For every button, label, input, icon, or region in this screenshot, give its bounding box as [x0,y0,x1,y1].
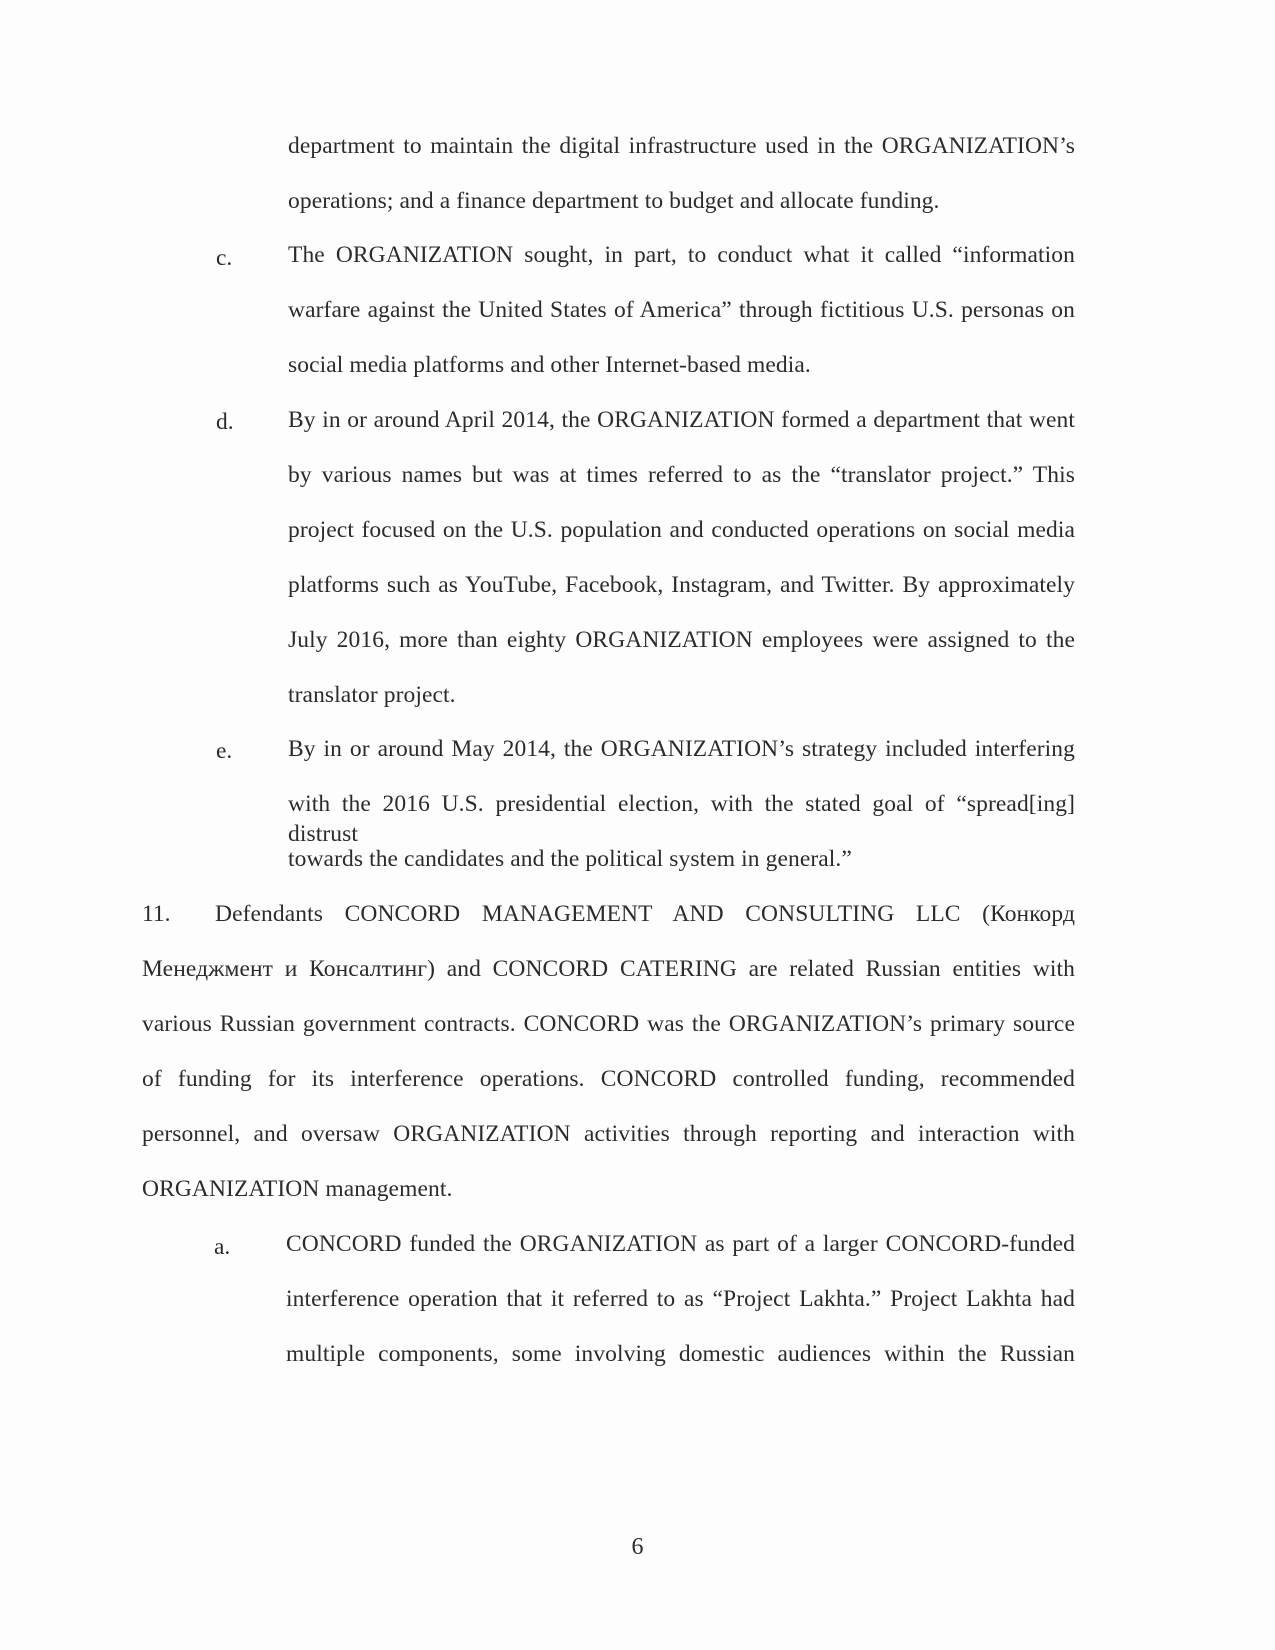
body-line: By in or around April 2014, the ORGANIZATION formed a department that went [288,407,1075,433]
body-line: Менеджмент и Консалтинг) and CONCORD CATERING are related Russian entities with [142,956,1075,982]
body-line: multiple components, some involving domestic audiences within the Russian [286,1341,1075,1367]
body-line: Defendants CONCORD MANAGEMENT AND CONSULTING LLC (Конкорд [215,901,1075,927]
list-marker: c. [216,245,233,271]
body-line: with the 2016 U.S. presidential election, with the stated goal of “spread[ing] distrust [288,791,1075,847]
body-line: July 2016, more than eighty ORGANIZATION employees were assigned to the [288,627,1075,653]
page-number: 6 [631,1534,644,1560]
body-line: translator project. [288,682,456,708]
body-line: platforms such as YouTube, Facebook, Instagram, and Twitter. By approximately [288,572,1075,598]
paragraph-number: 11. [142,901,171,927]
body-line: of funding for its interference operations. CONCORD controlled funding, recommended [142,1066,1075,1092]
body-line: by various names but was at times referred to as the “translator project.” This [288,462,1075,488]
list-marker: d. [216,409,234,435]
body-line: CONCORD funded the ORGANIZATION as part of a larger CONCORD-funded [286,1231,1075,1257]
body-line: By in or around May 2014, the ORGANIZATION’s strategy included interfering [288,736,1075,762]
body-line: department to maintain the digital infrastructure used in the ORGANIZATION’s [288,133,1075,159]
body-line: various Russian government contracts. CONCORD was the ORGANIZATION’s primary source [142,1011,1075,1037]
body-line: social media platforms and other Internet-based media. [288,352,811,378]
body-line: personnel, and oversaw ORGANIZATION activities through reporting and interaction with [142,1121,1075,1147]
body-line: interference operation that it referred to as “Project Lakhta.” Project Lakhta had [286,1286,1075,1312]
body-line: project focused on the U.S. population and conducted operations on social media [288,517,1075,543]
body-line: towards the candidates and the political system in general.” [288,846,852,872]
list-marker: e. [216,738,233,764]
body-line: ORGANIZATION management. [142,1176,453,1202]
body-line: operations; and a finance department to budget and allocate funding. [288,188,940,214]
body-line: warfare against the United States of America” through fictitious U.S. personas on [288,297,1075,323]
body-line: The ORGANIZATION sought, in part, to conduct what it called “information [288,242,1075,268]
list-marker: a. [214,1234,231,1260]
